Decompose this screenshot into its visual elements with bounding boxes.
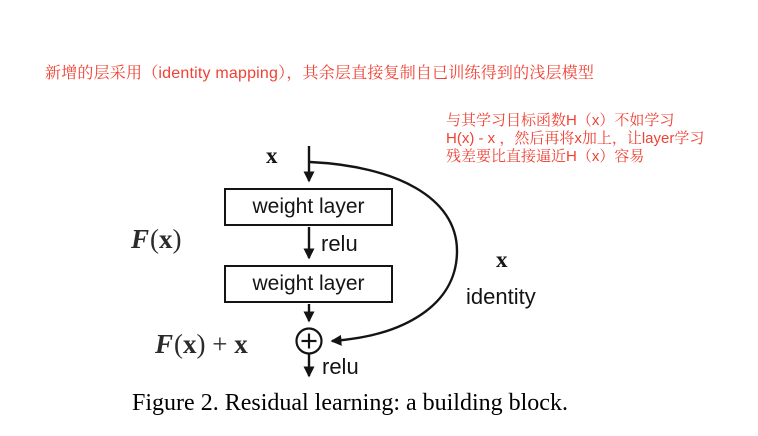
side-annotation-text (446, 112, 704, 166)
side-annotation-line-2: H(x) - x ，然后再将x加上，让layer学习 (446, 130, 705, 147)
side-annotation-line-3: 残差要比直接逼近H（x）容易 (446, 148, 645, 165)
weight-layer-2-box (224, 265, 393, 303)
skip-x-label: x (496, 247, 508, 272)
figure-caption: Figure 2. Residual learning: a building block. (132, 390, 568, 416)
sum-output-label: F(x) + x (155, 329, 248, 359)
weight-layer-1-label: weight layer (252, 195, 365, 218)
input-x-label: x (266, 143, 278, 168)
weight-layer-1-box (224, 188, 393, 226)
script-f-glyph: F (131, 224, 150, 254)
plus-icon (302, 334, 317, 349)
identity-label: identity (466, 284, 536, 309)
relu-label-out: relu (322, 354, 359, 379)
relu-label-mid: relu (321, 231, 358, 256)
f-of-x-label: F(x) (131, 224, 182, 254)
top-annotation-text: 新增的层采用（identity mapping），其余层直接复制自已训练得到的浅层模型 (45, 65, 595, 82)
sum-node-circle (297, 329, 322, 354)
weight-layer-2-label: weight layer (252, 272, 365, 295)
side-annotation-line-1: 与其学习目标函数H（x）不如学习 (446, 112, 675, 129)
script-f-glyph: F (155, 329, 174, 359)
